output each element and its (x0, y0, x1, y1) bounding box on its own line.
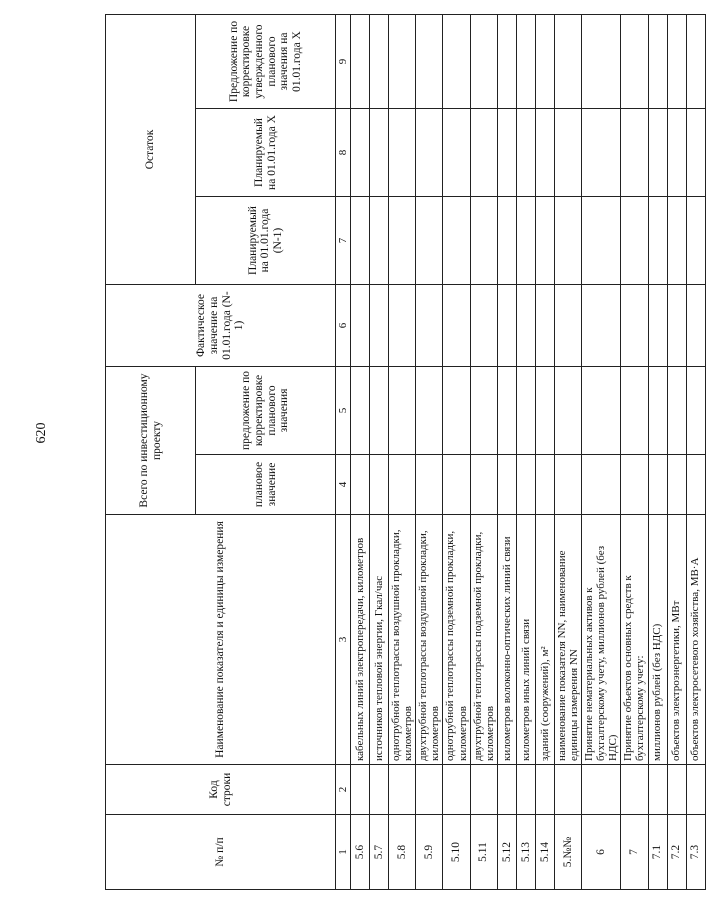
table-row (516, 15, 535, 890)
row-name: двухтрубной теплотрассы воздушной прокладки, километров (416, 515, 443, 765)
row-num: 5.13 (516, 815, 535, 890)
table-row (648, 15, 667, 890)
header-planned-n1: Планируемый на 01.01.года (N-1) (196, 197, 336, 285)
row-num: 5.14 (535, 815, 554, 890)
row-num: 5.11 (470, 815, 497, 890)
column-number: 8 (336, 109, 351, 197)
row-num: 5.№№ (554, 815, 581, 890)
table-row (416, 15, 443, 890)
row-name: километров иных линий связи (516, 515, 535, 765)
column-number: 4 (336, 455, 351, 515)
header-plan-value: плановое значение (196, 455, 336, 515)
table-row (351, 15, 370, 890)
row-num: 5.6 (351, 815, 370, 890)
column-number: 2 (336, 765, 351, 815)
table-row (667, 15, 686, 890)
row-num: 5.7 (370, 815, 389, 890)
row-num: 7.2 (667, 815, 686, 890)
row-num: 5.10 (443, 815, 470, 890)
row-num: 7 (621, 815, 648, 890)
column-number: 6 (336, 285, 351, 367)
row-num: 6 (582, 815, 621, 890)
row-name: километров волоконно-оптических линий связи (497, 515, 516, 765)
page-number: 620 (34, 422, 49, 444)
table-row (686, 15, 705, 890)
header-total-group: Всего по инвестиционному проекту (106, 367, 196, 515)
header-row-num: № п/п (106, 815, 336, 890)
row-num: 7.3 (686, 815, 705, 890)
rotated-table-container (105, 15, 702, 890)
row-name: Принятие объектов основных средств к бухгалтерскому учету: (621, 515, 648, 765)
header-actual: Фактическое значение на 01.01.года (N-1) (106, 285, 336, 367)
row-num: 7.1 (648, 815, 667, 890)
row-name: наименование показателя NN, наименование единицы измерения NN (554, 515, 581, 765)
table-row (554, 15, 581, 890)
header-proposal-x: Предложение по корректировке утвержденного планового значения на 01.01.года X (196, 15, 336, 109)
table-row (370, 15, 389, 890)
row-num: 5.9 (416, 815, 443, 890)
row-name: однотрубной теплотрассы подземной прокладки, километров (443, 515, 470, 765)
row-name: зданий (сооружений), м² (535, 515, 554, 765)
row-name: двухтрубной теплотрассы подземной прокладки, километров (470, 515, 497, 765)
table-row (535, 15, 554, 890)
header-planned-x: Планируемый на 01.01.года X (196, 109, 336, 197)
header-remainder-group: Остаток (106, 15, 196, 285)
row-name: миллионов рублей (без НДС) (648, 515, 667, 765)
row-num: 5.12 (497, 815, 516, 890)
table-row (582, 15, 621, 890)
table-row (470, 15, 497, 890)
row-num: 5.8 (389, 815, 416, 890)
table-row (443, 15, 470, 890)
header-proposal-correction: предложение по корректировке планового значения (196, 367, 336, 455)
column-numbers-row (336, 15, 351, 890)
column-number: 9 (336, 15, 351, 109)
column-number: 5 (336, 367, 351, 455)
header-code: Код строки (106, 765, 336, 815)
row-name: Принятие нематериальных активов к бухгалтерскому учету, миллионов рублей (без НДС) (582, 515, 621, 765)
table-row (389, 15, 416, 890)
investment-indicators-table (105, 14, 706, 890)
table-row (497, 15, 516, 890)
row-name: источников тепловой энергии, Гкал/час (370, 515, 389, 765)
row-name: объектов электроэнергетики, МВт (667, 515, 686, 765)
row-name: кабельных линий электропередачи, километров (351, 515, 370, 765)
table-row (621, 15, 648, 890)
column-number: 1 (336, 815, 351, 890)
column-number: 7 (336, 197, 351, 285)
header-name: Наименование показателя и единицы измерения (106, 515, 336, 765)
row-name: однотрубной теплотрассы воздушной прокладки, километров (389, 515, 416, 765)
column-number: 3 (336, 515, 351, 765)
row-name: объектов электросетевого хозяйства, МВ·А (686, 515, 705, 765)
